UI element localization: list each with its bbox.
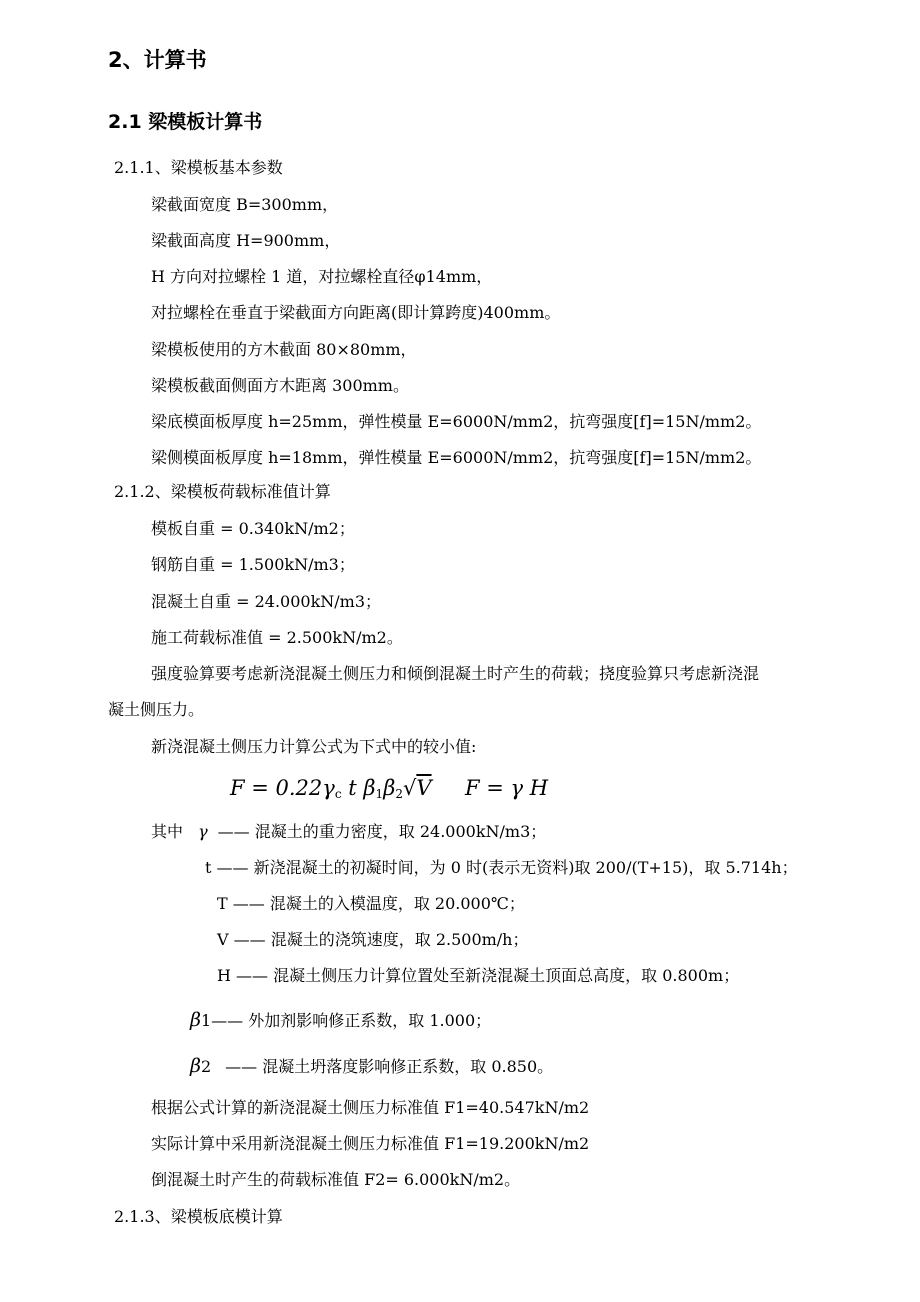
beta2-subscript: 2 xyxy=(200,1057,212,1076)
paragraph-line: 凝土侧压力。 xyxy=(108,700,205,719)
beta-symbol: β xyxy=(190,1009,201,1031)
subscript-2: 2 xyxy=(395,787,403,801)
heading-beam-formwork: 2.1 梁模板计算书 xyxy=(108,111,263,133)
formula-lateral-pressure xyxy=(230,774,432,808)
load-line: 钢筋自重 = 1.500kN/m3； xyxy=(151,555,355,574)
param-line: 梁截面高度 H=900mm， xyxy=(151,231,341,250)
param-t: t —— 新浇混凝土的初凝时间，为 0 时(表示无资料)取 200/(T+15)，取 5.714h； xyxy=(205,858,798,877)
gamma-description: —— 混凝土的重力密度，取 24.000kN/m3； xyxy=(217,822,547,841)
result-line: 根据公式计算的新浇混凝土侧压力标准值 F1=40.547kN/m2 xyxy=(151,1098,590,1117)
section-title-bottom-formwork: 2.1.3、梁模板底模计算 xyxy=(114,1207,283,1226)
v-symbol: V xyxy=(416,776,432,800)
load-line: 施工荷载标准值 = 2.500kN/m2。 xyxy=(151,628,403,647)
param-H: H —— 混凝土侧压力计算位置处至新浇混凝土顶面总高度，取 0.800m； xyxy=(217,966,740,985)
param-line: 梁模板截面侧面方木距离 300mm。 xyxy=(151,376,409,395)
param-gamma xyxy=(151,822,546,842)
gamma-symbol: γ xyxy=(198,822,208,841)
beta-symbol: β xyxy=(383,776,396,800)
param-V: V —— 混凝土的浇筑速度，取 2.500m/h； xyxy=(217,930,529,949)
param-line: H 方向对拉螺栓 1 道，对拉螺栓直径φ14mm， xyxy=(151,267,493,286)
formula-intro: 新浇混凝土侧压力计算公式为下式中的较小值: xyxy=(151,737,477,756)
param-beta1 xyxy=(190,1010,491,1031)
beta1-subscript: 1 xyxy=(200,1011,212,1030)
subscript-1: 1 xyxy=(375,787,384,801)
param-line: 梁截面宽度 B=300mm， xyxy=(151,195,339,214)
gamma-symbol: γ xyxy=(322,776,335,800)
where-label: 其中 xyxy=(151,822,184,841)
param-T: T —— 混凝土的入模温度，取 20.000℃； xyxy=(217,894,525,913)
t-symbol: t xyxy=(348,776,357,800)
param-line: 梁底模面板厚度 h=25mm，弹性模量 E=6000N/mm2，抗弯强度[f]=15N/mm2。 xyxy=(151,412,762,431)
section-title-basic-params: 2.1.1、梁模板基本参数 xyxy=(114,158,283,177)
heading-calculation-book: 2、计算书 xyxy=(108,48,207,72)
beta2-description: —— 混凝土坍落度影响修正系数，取 0.850。 xyxy=(225,1057,554,1076)
beta1-description: —— 外加剂影响修正系数，取 1.000； xyxy=(211,1011,492,1030)
section-title-load-standard: 2.1.2、梁模板荷载标准值计算 xyxy=(114,482,331,501)
beta-symbol: β xyxy=(190,1055,201,1077)
param-line: 梁侧模面板厚度 h=18mm，弹性模量 E=6000N/mm2，抗弯强度[f]=15N/mm2。 xyxy=(151,448,762,467)
paragraph-line: 强度验算要考虑新浇混凝土侧压力和倾倒混凝土时产生的荷载；挠度验算只考虑新浇混 xyxy=(151,664,760,683)
param-line: 对拉螺栓在垂直于梁截面方向距离(即计算跨度)400mm。 xyxy=(151,303,561,322)
load-line: 模板自重 = 0.340kN/m2； xyxy=(151,519,355,538)
formula-lhs: F = 0.22 xyxy=(230,776,323,800)
param-beta2 xyxy=(190,1056,553,1077)
sqrt-icon: √ xyxy=(402,776,417,800)
formula-gamma-h: F = γ H xyxy=(465,776,549,800)
result-line: 实际计算中采用新浇混凝土侧压力标准值 F1=19.200kN/m2 xyxy=(151,1134,590,1153)
result-line: 倒混凝土时产生的荷载标准值 F2= 6.000kN/m2。 xyxy=(151,1170,521,1189)
load-line: 混凝土自重 = 24.000kN/m3； xyxy=(151,592,382,611)
param-line: 梁模板使用的方木截面 80×80mm， xyxy=(151,340,417,359)
subscript-c: c xyxy=(334,787,342,801)
beta-symbol: β xyxy=(363,776,376,800)
